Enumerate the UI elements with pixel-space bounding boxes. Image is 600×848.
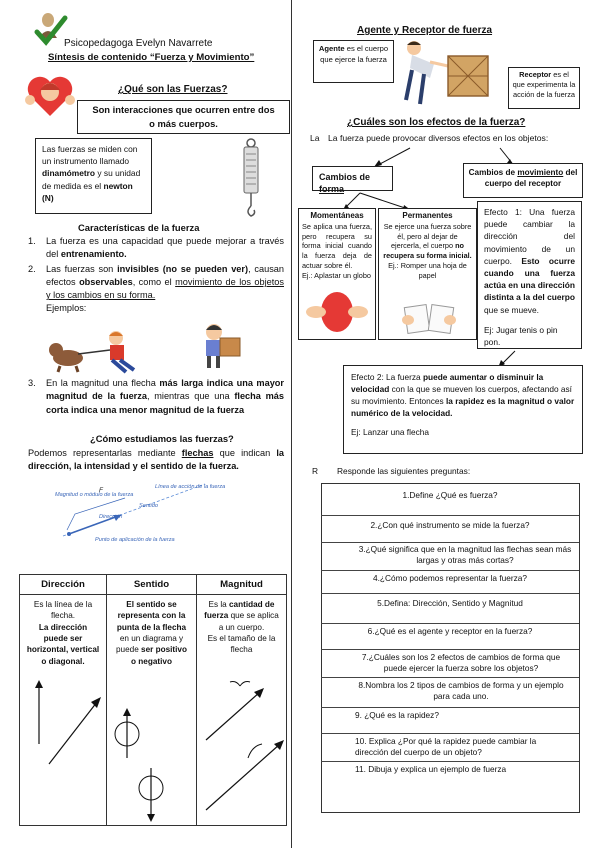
question-item-7: 7.¿Cuáles son los 2 efectos de cambios de forma que puede ejercer la fuerza sobre los objetos? xyxy=(321,650,579,678)
diagram-direction-label: Dirección xyxy=(99,514,123,520)
agent-box xyxy=(313,40,394,83)
diagram-magnitude-label: Magnitud o módulo de la fuerza xyxy=(55,492,134,498)
char3-b: más larga indica una mayor magnitud de la fuerza xyxy=(46,378,284,402)
measure-unit: newton (N) xyxy=(42,180,133,203)
sense-arrows-icon xyxy=(111,706,171,826)
move-a: Cambios de xyxy=(468,168,518,177)
char-num-1: 1. xyxy=(28,236,36,246)
char-num-3: 3. xyxy=(28,378,36,388)
form-change-box xyxy=(312,166,393,194)
measure-text-a: Las fuerzas se miden con un instrumento llamado xyxy=(42,144,138,167)
char-item-3 xyxy=(28,377,284,417)
momentary-title: Momentáneas xyxy=(310,211,364,220)
question-item-2: 2.¿Con qué instrumento se mide la fuerza? xyxy=(321,516,579,543)
receptor-text: es el que experimenta la acción de la fuerza xyxy=(512,70,576,99)
study-c: que indican xyxy=(213,448,277,458)
question-item-11: 11. Dibuja y explica un ejemplo de fuerza xyxy=(355,764,507,774)
questions-r: R xyxy=(312,466,319,476)
question-item-1: 1.Define ¿Qué es fuerza? xyxy=(321,490,579,516)
receptor-box xyxy=(508,67,580,109)
child-carrying-box-icon xyxy=(200,322,246,370)
effects-la: La xyxy=(310,133,320,143)
permanent-text-b: no recupera su forma inicial. xyxy=(383,241,472,261)
agent-title: Agente y Receptor de fuerza xyxy=(357,25,493,36)
application-point xyxy=(67,532,71,536)
char1-b: entrenamiento. xyxy=(60,249,127,260)
measure-instrument: dinamómetro xyxy=(42,168,96,179)
char3-a: En la magnitud una flecha xyxy=(46,378,160,388)
study-a: Podemos representarlas mediante xyxy=(28,448,182,458)
char2-a: Las fuerzas son xyxy=(46,264,118,275)
question-item-6: 6.¿Qué es el agente y receptor en la fuerza? xyxy=(321,624,579,650)
direction-def: Es la línea de la flecha. xyxy=(33,600,93,621)
column-divider xyxy=(291,0,292,848)
measure-text-b: y su unidad de medida es el xyxy=(42,168,141,191)
header-magnitude: Magnitud xyxy=(220,579,263,590)
char3-c: , mientras que una xyxy=(146,391,235,402)
author: Psicopedagoga Evelyn Navarrete xyxy=(64,38,213,49)
effect1-box xyxy=(477,201,582,349)
mag-d: Es el tamaño de la flecha xyxy=(207,633,276,655)
effects-intro: La fuerza puede provocar diversos efectos en los objetos: xyxy=(328,133,549,143)
question-item-10: 10. Explica ¿Por qué la rapidez puede cambiar la dirección del cuerpo de un objeto? xyxy=(321,734,579,762)
dog-pulling-illustration-icon xyxy=(48,328,140,374)
effect1-b: Esto ocurre cuando una fuerza actúa en una dirección distinta a la del cuerpo xyxy=(484,255,575,303)
direction-types-text: La dirección puede ser horizontal, vertical o diagonal. xyxy=(26,622,100,666)
question-item-9: 9. ¿Qué es la rapidez? xyxy=(321,708,579,734)
char2-c: , causan efectos xyxy=(46,264,285,288)
char-num-2: 2. xyxy=(28,264,36,275)
momentary-text: Se aplica una fuerza, pero recupera su forma inicial cuando la fuerza deja de actuar sobre él. xyxy=(302,221,372,271)
char-item-1 xyxy=(28,235,284,261)
pushing-box-illustration-icon xyxy=(400,38,502,110)
char3-d: flecha más corta indica una menor magnitud de la fuerza xyxy=(46,391,284,415)
study-title: ¿Cómo estudiamos las fuerzas? xyxy=(90,433,234,444)
permanent-example: Ej.: Romper una hoja de papel xyxy=(388,261,467,281)
permanent-text-a: Se ejerce una fuerza sobre él, pero al dejar de ejercerla, el cuerpo xyxy=(383,221,472,251)
effect2-box xyxy=(343,365,583,454)
dynamometer-icon xyxy=(235,138,267,220)
sense-c: ser positivo o negativo xyxy=(131,645,187,666)
magnitude-arrows-icon xyxy=(200,678,286,828)
question-item-3: 3.¿Qué significa que en la magnitud las flechas sean más largas y otras más cortas? xyxy=(321,543,579,571)
effect1-c: que se mueve. xyxy=(484,304,539,315)
diagram-line-label: Línea de acción de la fuerza xyxy=(155,484,226,490)
forces-definition: Son interacciones que ocurren entre dos o más cuerpos. xyxy=(77,100,290,134)
direction-arrows-icon xyxy=(25,672,105,772)
sense-b: en un diagrama y puede xyxy=(115,633,184,655)
force-vector-diagram xyxy=(55,478,235,548)
char-item-2 xyxy=(28,263,284,302)
effect2-c: con la que se mueven los cuerpos, afectando así su movimiento. Entonces xyxy=(351,384,572,407)
char2-f: movimiento de los objetos y los cambios en su forma. xyxy=(46,277,284,301)
question-item-5: 5.Defina: Dirección, Sentido y Magnitud xyxy=(321,594,579,624)
study-text xyxy=(28,447,284,474)
study-b: flechas xyxy=(181,448,214,458)
permanent-title: Permanentes xyxy=(402,211,453,220)
question-item-4: 4.¿Cómo podemos representar la fuerza? xyxy=(321,571,579,594)
strong-heart-icon xyxy=(24,70,76,122)
mag-a: Es la xyxy=(208,600,229,609)
effects-title: ¿Cuáles son los efectos de la fuerza? xyxy=(347,117,526,128)
sense-a: El sentido se representa con la punta de la flecha xyxy=(116,600,187,632)
diagram-point-label: Punto de aplicación de la fuerza xyxy=(95,537,175,543)
char2-e: , como el xyxy=(132,277,176,288)
char2-d: observables xyxy=(79,277,133,288)
f-label: F xyxy=(99,487,103,494)
direction-types xyxy=(26,622,100,667)
synthesis-title: Síntesis de contenido “Fuerza y Movimiento” xyxy=(48,52,255,63)
measure-box xyxy=(35,138,152,214)
forces-question: ¿Qué son las Fuerzas? xyxy=(118,84,228,95)
mag-b: cantidad de fuerza xyxy=(204,600,275,621)
characteristics-list xyxy=(28,235,284,315)
move-c: del cuerpo del receptor xyxy=(484,168,578,189)
form-a: Cambios de xyxy=(319,172,371,182)
mag-c: que se aplica a un cuerpo. xyxy=(218,611,279,632)
diagram-sense-label: Sentido xyxy=(139,503,158,509)
effect2-example: Ej: Lanzar una flecha xyxy=(351,427,429,438)
char2-b: invisibles (no se pueden ver) xyxy=(117,264,249,275)
agent-text: es el cuerpo que ejerce la fuerza xyxy=(320,44,389,64)
tearing-paper-icon xyxy=(398,300,460,336)
question-item-8: 8.Nombra los 2 tipos de cambios de forma y un ejemplo para cada uno. xyxy=(321,678,579,708)
effect2-a: Efecto 2: La fuerza xyxy=(351,372,423,382)
momentary-example: Ej.: Aplastar un globo xyxy=(302,271,371,281)
effect2-d: la rapidez es la magnitud o valor numérico de la velocidad. xyxy=(351,396,575,419)
movement-change-box xyxy=(463,163,583,198)
receptor-label: Receptor xyxy=(519,70,552,79)
effect1-a: Efecto 1: Una fuerza puede cambiar la dirección del movimiento de un cuerpo. xyxy=(484,207,575,266)
examples-label: Ejemplos: xyxy=(46,303,87,314)
questions-intro: Responde las siguientes preguntas: xyxy=(337,466,471,476)
move-b: movimiento xyxy=(517,168,564,177)
agent-label: Agente xyxy=(318,44,345,53)
char1-a: La fuerza es una capacidad que puede mejorar a través del xyxy=(46,236,284,260)
effect1-example: Ej: Jugar tenis o pin pon. xyxy=(484,324,558,347)
header-direction: Dirección xyxy=(20,575,107,594)
characteristics-title: Características de la fuerza xyxy=(78,222,200,233)
effect2-b: puede aumentar o disminuir la velocidad xyxy=(351,372,544,395)
form-b: forma xyxy=(319,183,345,194)
table-header-row xyxy=(20,575,286,595)
header-sense: Sentido xyxy=(107,575,197,594)
balloon-squeeze-icon xyxy=(304,288,370,336)
study-d: la dirección, la intensidad y el sentido de la fuerza. xyxy=(28,448,284,472)
